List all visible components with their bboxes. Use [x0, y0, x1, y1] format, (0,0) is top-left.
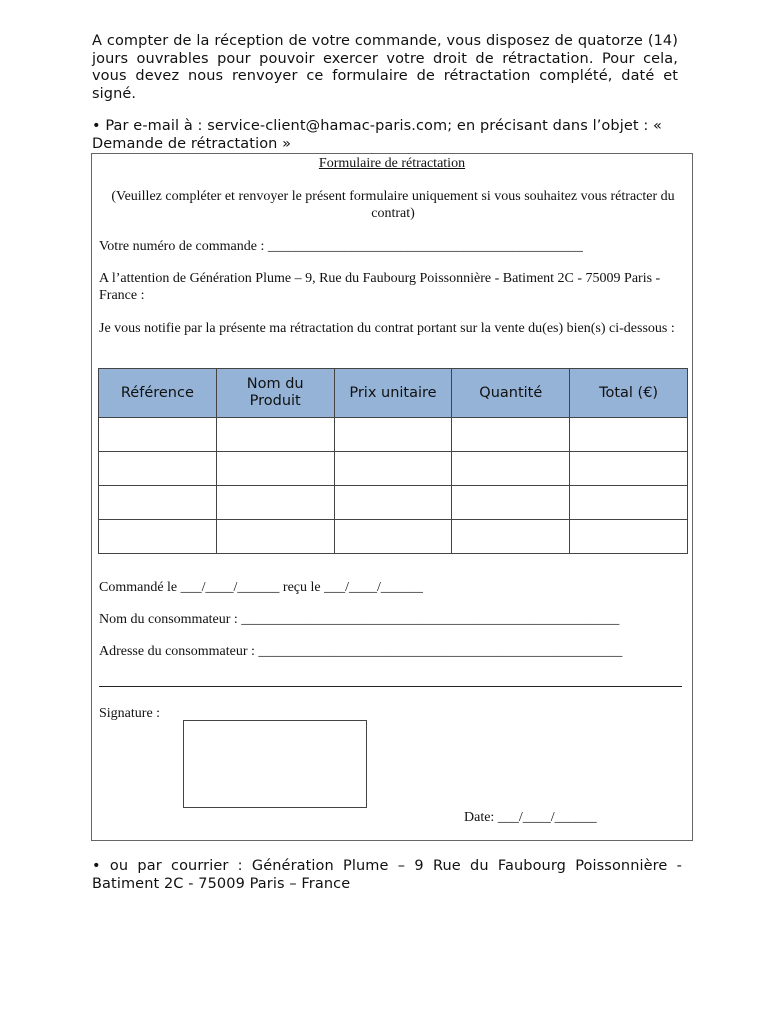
- form-instructions: (Veuillez compléter et renvoyer le présent formulaire uniquement si vous souhaitez vous rétracter du contrat): [111, 189, 675, 221]
- intro-paragraph: A compter de la réception de votre commande, vous disposez de quatorze (14) jours ouvrables pour pouvoir exercer votre droit de rétractation. Pour cela, vous devez nous renvoyer ce formulaire de rétractation complété, daté et signé.: [92, 33, 678, 102]
- table-cell[interactable]: [216, 418, 334, 452]
- table-row: [99, 486, 688, 520]
- table-cell[interactable]: [452, 452, 570, 486]
- signature-label: Signature :: [99, 706, 161, 721]
- table-cell[interactable]: [99, 452, 217, 486]
- items-table: [98, 368, 688, 554]
- table-cell[interactable]: [334, 486, 452, 520]
- signature-box[interactable]: [183, 720, 367, 808]
- consumer-name-field[interactable]: Nom du consommateur : ______________________________________________________: [99, 612, 620, 627]
- table-cell[interactable]: [99, 486, 217, 520]
- table-cell[interactable]: [216, 452, 334, 486]
- order-number-field[interactable]: Votre numéro de commande : _____________________________________________: [99, 239, 583, 254]
- header-reference: Référence: [99, 369, 217, 418]
- form-title: Formulaire de rétractation: [318, 156, 466, 171]
- table-cell[interactable]: [452, 486, 570, 520]
- consumer-address-field[interactable]: Adresse du consommateur : ____________________________________________________: [99, 644, 623, 659]
- table-cell[interactable]: [570, 520, 688, 554]
- table-cell[interactable]: [216, 520, 334, 554]
- table-row: [99, 520, 688, 554]
- attention-address: A l’attention de Génération Plume – 9, Rue du Faubourg Poissonnière - Batiment 2C - 75009 Paris - France :: [99, 271, 661, 303]
- header-total: Total (€): [570, 369, 688, 418]
- table-cell[interactable]: [99, 520, 217, 554]
- email-option: • Par e-mail à : service-client@hamac-paris.com; en précisant dans l’objet : « Demande de rétractation »: [92, 118, 662, 152]
- table-row: [99, 452, 688, 486]
- table-row: [99, 418, 688, 452]
- header-unit-price: Prix unitaire: [334, 369, 452, 418]
- table-cell[interactable]: [334, 520, 452, 554]
- table-cell[interactable]: [452, 520, 570, 554]
- withdrawal-form: [91, 153, 693, 841]
- table-cell[interactable]: [570, 452, 688, 486]
- table-cell[interactable]: [570, 418, 688, 452]
- table-cell[interactable]: [99, 418, 217, 452]
- withdrawal-notice: Je vous notifie par la présente ma rétractation du contrat portant sur la vente du(es) bien(s) ci-dessous :: [99, 321, 675, 336]
- address-continuation-line[interactable]: [99, 686, 682, 687]
- mail-option: • ou par courrier : Génération Plume – 9 Rue du Faubourg Poissonnière - Batiment 2C - 75009 Paris – France: [92, 858, 682, 892]
- header-quantity: Quantité: [452, 369, 570, 418]
- table-cell[interactable]: [570, 486, 688, 520]
- order-received-dates-field[interactable]: Commandé le ___/____/______ reçu le ___/____/______: [99, 580, 423, 595]
- table-cell[interactable]: [452, 418, 570, 452]
- table-cell[interactable]: [216, 486, 334, 520]
- header-product-name: Nom du Produit: [216, 369, 334, 418]
- date-field[interactable]: Date: ___/____/______: [464, 810, 597, 825]
- table-header-row: [99, 369, 688, 418]
- table-cell[interactable]: [334, 418, 452, 452]
- table-cell[interactable]: [334, 452, 452, 486]
